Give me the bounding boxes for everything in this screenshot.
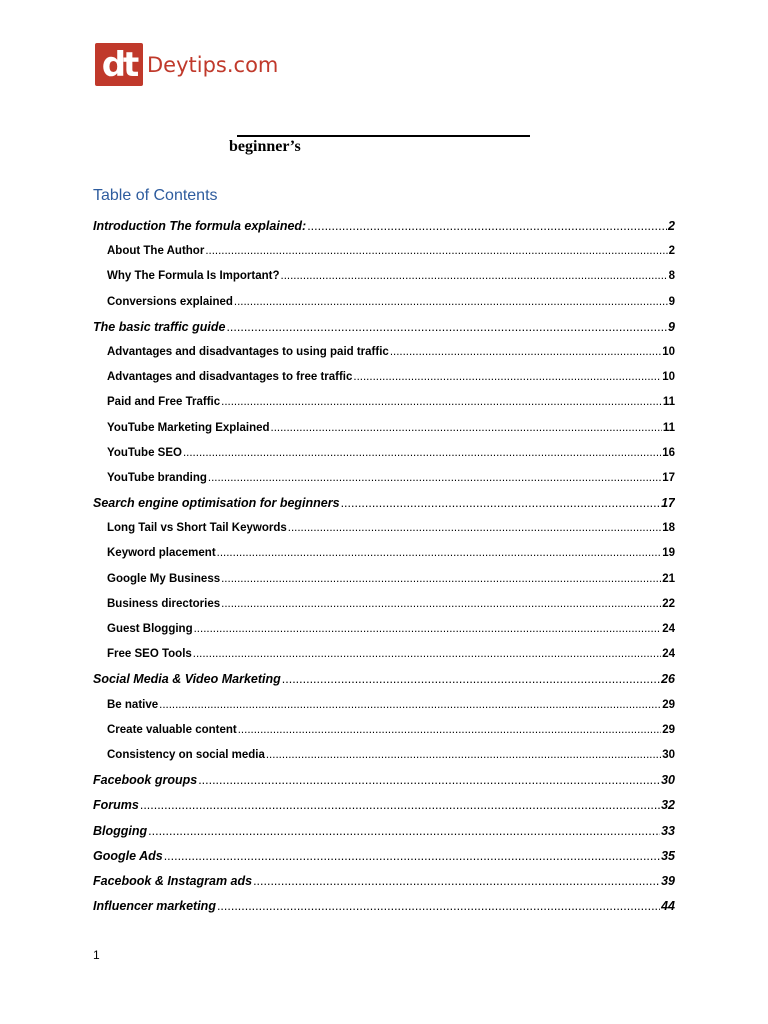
toc-dot-leader: [221, 567, 661, 592]
toc-dot-leader: [226, 315, 667, 340]
document-subtitle: beginner’s: [229, 138, 301, 155]
toc-dot-leader: [307, 214, 667, 239]
toc-dot-leader: [221, 592, 661, 617]
toc-entry-subsection[interactable]: [93, 264, 675, 289]
toc-entry-subsection[interactable]: [93, 516, 675, 541]
toc-entry-title: Conversions explained: [107, 295, 233, 308]
toc-entry-page: 11: [662, 421, 675, 434]
toc-dot-leader: [221, 390, 662, 415]
toc-entry-section[interactable]: [93, 869, 675, 894]
toc-entry-title: Be native: [107, 698, 159, 711]
toc-entry-page: 30: [662, 748, 675, 761]
toc-entry-page: 29: [662, 698, 675, 711]
toc-entry-section[interactable]: [93, 491, 675, 516]
toc-entry-title: Advantages and disadvantages to using paid traffic: [107, 345, 389, 358]
toc-entry-title: Google My Business: [107, 572, 221, 585]
toc-dot-leader: [341, 491, 661, 516]
toc-entry-page: 33: [661, 823, 675, 838]
toc-entry-title: Paid and Free Traffic: [107, 396, 221, 409]
toc-entry-page: 10: [662, 371, 675, 384]
toc-entry-title: Consistency on social media: [107, 748, 265, 761]
toc-entry-page: 17: [661, 496, 675, 511]
toc-entry-title: Google Ads: [93, 848, 163, 863]
toc-heading: Table of Contents: [93, 187, 218, 204]
toc-entry-page: 32: [661, 798, 675, 813]
toc-entry-page: 18: [662, 522, 675, 535]
toc-entry-title: Search engine optimisation for beginners: [93, 496, 340, 511]
toc-entry-subsection[interactable]: [93, 642, 675, 667]
toc-entry-page: 30: [661, 773, 675, 788]
toc-entry-page: 2: [668, 245, 675, 258]
toc-dot-leader: [205, 239, 667, 264]
toc-entry-subsection[interactable]: [93, 743, 675, 768]
toc-dot-leader: [198, 768, 660, 793]
toc-entry-title: Guest Blogging: [107, 623, 193, 635]
toc-entry-subsection[interactable]: [93, 290, 675, 315]
title-rule: [237, 135, 530, 137]
toc-entry-title: Business directories: [107, 597, 221, 610]
toc-entry-subsection[interactable]: [93, 466, 675, 491]
toc-entry-page: 39: [661, 873, 675, 888]
toc-entry-subsection[interactable]: [93, 390, 675, 415]
toc-entry-section[interactable]: [93, 214, 675, 239]
toc-entry-title: YouTube SEO: [107, 446, 182, 459]
toc-dot-leader: [238, 718, 661, 743]
toc-entry-page: 26: [661, 672, 675, 687]
toc-entry-subsection[interactable]: [93, 567, 675, 592]
toc-entry-page: 17: [662, 471, 675, 484]
toc-entry-title: YouTube branding: [107, 471, 207, 484]
toc-entry-page: 24: [662, 623, 675, 635]
toc-dot-leader: [281, 264, 668, 289]
toc-dot-leader: [217, 541, 662, 566]
toc-entry-page: 8: [668, 270, 675, 283]
toc-entry-page: 44: [661, 899, 675, 914]
toc-entry-title: The basic traffic guide: [93, 319, 226, 334]
toc-entry-section[interactable]: [93, 793, 675, 818]
toc-entry-page: 29: [662, 723, 675, 736]
toc-entry-page: 11: [662, 396, 675, 409]
table-of-contents: [93, 214, 675, 919]
toc-entry-page: 24: [662, 648, 675, 661]
toc-dot-leader: [183, 441, 661, 466]
toc-dot-leader: [217, 894, 660, 919]
toc-entry-subsection[interactable]: [93, 617, 675, 642]
toc-entry-page: 9: [668, 295, 675, 308]
toc-entry-page: 21: [662, 572, 675, 585]
toc-entry-title: Social Media & Video Marketing: [93, 672, 281, 687]
toc-entry-title: Why The Formula Is Important?: [107, 270, 280, 283]
site-logo: [95, 43, 278, 86]
toc-entry-title: Keyword placement: [107, 547, 216, 560]
toc-entry-page: 22: [662, 597, 675, 610]
toc-entry-subsection[interactable]: [93, 718, 675, 743]
toc-dot-leader: [194, 617, 662, 642]
toc-entry-title: Influencer marketing: [93, 899, 216, 914]
toc-entry-section[interactable]: [93, 894, 675, 919]
toc-entry-title: Create valuable content: [107, 723, 237, 736]
toc-entry-subsection[interactable]: [93, 239, 675, 264]
toc-entry-section[interactable]: [93, 844, 675, 869]
toc-entry-title: Forums: [93, 798, 139, 813]
page-number: 1: [93, 948, 100, 962]
toc-entry-page: 2: [668, 219, 675, 233]
logo-mark: dt: [95, 43, 143, 86]
toc-entry-page: 9: [668, 319, 675, 334]
toc-entry-title: Facebook & Instagram ads: [93, 873, 253, 888]
toc-dot-leader: [266, 743, 661, 768]
toc-entry-title: YouTube Marketing Explained: [107, 421, 270, 434]
toc-entry-page: 35: [661, 848, 675, 863]
toc-dot-leader: [159, 693, 661, 718]
toc-entry-subsection[interactable]: [93, 592, 675, 617]
toc-entry-page: 10: [662, 345, 675, 358]
toc-entry-section[interactable]: [93, 667, 675, 692]
toc-dot-leader: [234, 290, 668, 315]
toc-entry-title: Blogging: [93, 823, 148, 838]
toc-entry-title: Introduction The formula explained:: [93, 219, 307, 233]
toc-entry-subsection[interactable]: [93, 541, 675, 566]
toc-entry-section[interactable]: [93, 768, 675, 793]
toc-dot-leader: [282, 667, 660, 692]
toc-entry-subsection[interactable]: [93, 693, 675, 718]
toc-entry-subsection[interactable]: [93, 365, 675, 390]
toc-entry-title: Advantages and disadvantages to free traffic: [107, 371, 353, 384]
toc-dot-leader: [253, 869, 660, 894]
toc-entry-section[interactable]: [93, 315, 675, 340]
toc-entry-subsection[interactable]: [93, 416, 675, 441]
toc-dot-leader: [271, 416, 662, 441]
toc-entry-page: 16: [662, 446, 675, 459]
toc-dot-leader: [148, 819, 660, 844]
toc-entry-title: Facebook groups: [93, 773, 198, 788]
toc-dot-leader: [140, 793, 660, 818]
toc-entry-title: Free SEO Tools: [107, 648, 192, 661]
toc-dot-leader: [288, 516, 661, 541]
logo-text: Deytips.com: [147, 52, 279, 77]
toc-entry-title: Long Tail vs Short Tail Keywords: [107, 522, 287, 535]
toc-entry-page: 19: [662, 547, 675, 560]
toc-dot-leader: [193, 642, 661, 667]
toc-entry-section[interactable]: [93, 819, 675, 844]
toc-dot-leader: [353, 365, 661, 390]
toc-dot-leader: [164, 844, 660, 869]
toc-entry-title: About The Author: [107, 245, 205, 258]
toc-entry-subsection[interactable]: [93, 340, 675, 365]
toc-dot-leader: [208, 466, 661, 491]
toc-dot-leader: [390, 340, 661, 365]
toc-entry-subsection[interactable]: [93, 441, 675, 466]
